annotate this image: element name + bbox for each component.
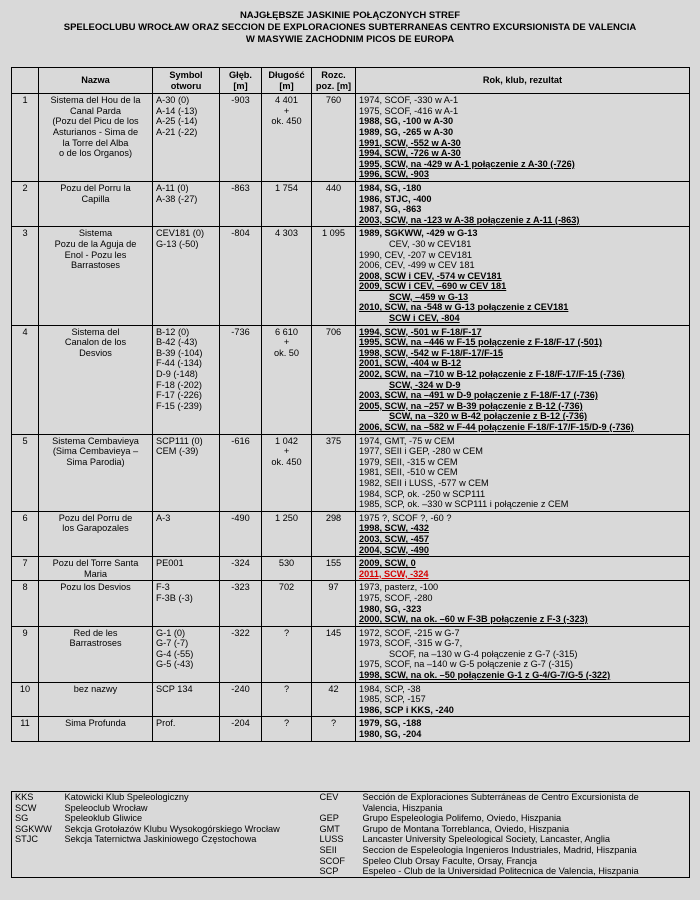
entrance-symbol: F-18 (-202) (156, 379, 202, 390)
legend-abbr: LUSS (319, 834, 344, 845)
result-entry: 2001, SCW, -404 w B-12 (359, 358, 462, 369)
cave-name-line: Canal Parda (69, 105, 122, 116)
cave-rozc: 42 (312, 682, 356, 717)
entrance-symbol: A-30 (0) (156, 95, 190, 106)
cave-depth: -863 (220, 181, 262, 226)
cave-rozc: 145 (312, 626, 356, 682)
entrance-symbol: G-5 (-43) (156, 659, 194, 670)
result-entry: 1973, pasterz, -100 (359, 582, 439, 593)
cave-rozc: 706 (312, 325, 356, 434)
cave-length-line: + (283, 105, 290, 116)
entrance-symbol: CEV181 (0) (156, 228, 205, 239)
cave-name-line: Asturianos - Sima de (52, 126, 139, 137)
result-entry: 1984, SCP, ok. -250 w SCP111 (359, 488, 486, 499)
cave-length (262, 227, 312, 325)
result-entry: SCW, -324 w D-9 (389, 379, 461, 390)
entrance-symbol: Prof. (156, 718, 176, 729)
row-number: 1 (12, 94, 39, 182)
cave-name (39, 94, 153, 182)
table-row (12, 626, 690, 682)
cave-depth: -324 (220, 557, 262, 581)
legend-abbr: SEII (319, 844, 337, 855)
result-entry: 1979, SEII, -315 w CEM (359, 456, 458, 467)
entrance-symbols (153, 717, 220, 741)
cave-name-line: Barrastroses (69, 638, 122, 649)
result-entry: 2008, SCW i CEV, -574 w CEV181 (359, 270, 502, 281)
entrance-symbol: SCP 134 (156, 683, 193, 694)
result-entry: 1975, SCOF, -416 w A-1 (359, 105, 459, 116)
entrance-symbol: G-1 (0) (156, 627, 186, 638)
result-entry: 1980, SG, -204 (359, 729, 422, 740)
cave-name-line: Sima Parodia) (66, 456, 125, 467)
row-number: 6 (12, 511, 39, 556)
cave-length (262, 682, 312, 717)
cave-name-line: Pozu del Porru la (60, 182, 131, 193)
result-entry: 1981, SEII, -510 w CEM (359, 467, 458, 478)
cave-name-line: Pozu del Torre Santa (52, 558, 139, 569)
cave-rozc: 298 (312, 511, 356, 556)
table-row (12, 94, 690, 182)
cave-length-line: ok. 450 (271, 116, 302, 127)
legend-desc: Speleo Club Orsay Faculte, Orsay, Francja (362, 855, 537, 866)
cave-length (262, 717, 312, 741)
result-entry: 1972, SCOF, -215 w G-7 (359, 627, 460, 638)
result-entry: 1975, SCOF, -280 (359, 592, 433, 603)
cave-name (39, 227, 153, 325)
cave-name (39, 511, 153, 556)
result-entry: 2009, SCW i CEV, –690 w CEV 181 (359, 281, 507, 292)
entrance-symbols (153, 434, 220, 511)
legend-abbr: KKS (15, 792, 34, 802)
table-row (12, 325, 690, 434)
cave-length-line: ? (283, 718, 290, 729)
table-row (12, 682, 690, 717)
result-entry: 1996, SCW, -903 (359, 169, 429, 180)
result-entry: CEV, -30 w CEV181 (389, 238, 472, 249)
result-entry: SCW, na –320 w B-42 połączenie z B-12 (-736) (389, 411, 588, 422)
result-entry: 1977, SEII i GEP, -280 w CEM (359, 446, 483, 457)
entrance-symbol: A-38 (-27) (156, 193, 198, 204)
entrance-symbol: F-44 (-134) (156, 358, 202, 369)
cave-rozc: 155 (312, 557, 356, 581)
cave-name-line: Sistema del (71, 326, 120, 337)
entrance-symbol: F-17 (-226) (156, 390, 202, 401)
results-list (356, 557, 690, 581)
result-entry: 1974, SCOF, -330 w A-1 (359, 95, 459, 106)
legend-abbr: CEV (319, 792, 339, 802)
result-entry: 2010, SCW, na -548 w G-13 połączenie z CEV181 (359, 302, 569, 313)
result-entry: 1998, SCW, -432 (359, 523, 429, 534)
cave-depth: -490 (220, 511, 262, 556)
entrance-symbols (153, 94, 220, 182)
document-header (0, 0, 700, 46)
result-entry: 1990, CEV, -207 w CEV181 (359, 249, 473, 260)
cave-name (39, 434, 153, 511)
legend-desc: Sección de Exploraciones Subterráneas de Centro Excursionista de (362, 792, 639, 802)
cave-name (39, 682, 153, 717)
result-entry: 1986, SCP i KKS, -240 (359, 704, 454, 715)
results-list (356, 511, 690, 556)
result-entry: 2003, SCW, -457 (359, 533, 429, 544)
legend-desc: Speleoklub Gliwice (64, 813, 143, 824)
cave-name-line: Pozu del Porru de (58, 512, 133, 523)
cave-name-line: los Garapozales (62, 523, 129, 534)
row-number: 8 (12, 581, 39, 626)
cave-name-line: Enol - Pozu les (64, 249, 127, 260)
row-number: 5 (12, 434, 39, 511)
result-entry: 1986, STJC, -400 (359, 193, 432, 204)
legend-abbr: GEP (319, 813, 339, 824)
results-list (356, 626, 690, 682)
cave-length (262, 94, 312, 182)
cave-length (262, 434, 312, 511)
cave-name (39, 581, 153, 626)
cave-rozc: 440 (312, 181, 356, 226)
result-entry: 1984, SCP, -38 (359, 683, 421, 694)
entrance-symbols (153, 181, 220, 226)
cave-name-line: Pozu los Desvios (60, 582, 131, 593)
cave-name-line: Capilla (81, 193, 110, 204)
table-row (12, 557, 690, 581)
legend-abbr: GMT (319, 823, 340, 834)
cave-length-line: 1 250 (275, 512, 298, 523)
results-list (356, 682, 690, 717)
row-number: 4 (12, 325, 39, 434)
cave-depth: -903 (220, 94, 262, 182)
header-symbol: Symbol otworu (153, 68, 220, 94)
cave-length-line: 1 042 (275, 435, 298, 446)
legend-desc (62, 856, 317, 867)
entrance-symbol: A-11 (0) (156, 182, 189, 193)
legend-abbr (12, 856, 62, 867)
legend-row (12, 866, 690, 877)
cave-name-line: (Pozu del Picu de los (52, 116, 139, 127)
legend-table (11, 791, 690, 878)
cave-name-line: bez nazwy (73, 683, 118, 694)
result-entry: 2002, SCW, na –710 w B-12 połączenie z F-18/F-17/F-15 (-736) (359, 369, 625, 380)
cave-depth: -323 (220, 581, 262, 626)
table-row (12, 434, 690, 511)
result-entry: 1975, SCOF, na –140 w G-5 połączenie z G-7 (-315) (359, 659, 573, 670)
cave-length-line: 6 610 (275, 326, 298, 337)
cave-name-line: Desvios (79, 347, 112, 358)
entrance-symbol: PE001 (156, 558, 184, 569)
entrance-symbol: CEM (-39) (156, 446, 199, 457)
cave-name (39, 181, 153, 226)
entrance-symbols (153, 557, 220, 581)
result-entry: 1991, SCW, -552 w A-30 (359, 137, 461, 148)
row-number: 2 (12, 181, 39, 226)
cave-length-line: ? (283, 627, 290, 638)
cave-name-line: la Torre del Alba (62, 137, 129, 148)
cave-length-line: 702 (278, 582, 295, 593)
cave-depth: -804 (220, 227, 262, 325)
result-entry: 2009, SCW, 0 (359, 558, 416, 569)
cave-name-line: Sistema del Hou de la (50, 95, 141, 106)
cave-length-line: 530 (278, 558, 295, 569)
legend-desc (360, 877, 690, 878)
cave-name-line: Barrastoses (70, 260, 121, 271)
cave-name-line: Maria (84, 568, 107, 579)
cave-rozc: 375 (312, 434, 356, 511)
result-entry: 1994, SCW, -726 w A-30 (359, 148, 461, 159)
legend-desc: Sekcja Grotołazów Klubu Wysokogórskiego Wrocław (64, 823, 280, 834)
result-entry: 1988, SG, -100 w A-30 (359, 116, 454, 127)
cave-name-line: Sistema (78, 228, 113, 239)
legend-row (12, 792, 690, 803)
cave-rozc: 97 (312, 581, 356, 626)
legend-desc: Valencia, Hiszpania (362, 802, 443, 813)
legend-abbr (12, 877, 62, 878)
result-entry: 1982, SEII i LUSS, -577 w CEM (359, 477, 489, 488)
cave-depth: -736 (220, 325, 262, 434)
header-rok: Rok, klub, rezultat (356, 68, 690, 94)
cave-name-line: Red de les (73, 627, 118, 638)
cave-length-line: + (283, 446, 290, 457)
result-entry: 1994, SCW, -501 w F-18/F-17 (359, 326, 482, 337)
cave-name-line: Sistema Cembavieya (52, 435, 139, 446)
result-entry: SCW, –459 w G-13 (389, 291, 469, 302)
legend-abbr: SG (15, 813, 29, 824)
results-list (356, 181, 690, 226)
cave-length (262, 626, 312, 682)
legend-desc: Katowicki Klub Speleologiczny (64, 792, 189, 802)
entrance-symbol: G-13 (-50) (156, 238, 199, 249)
entrance-symbol: G-4 (-55) (156, 648, 194, 659)
cave-length (262, 181, 312, 226)
table-row (12, 717, 690, 741)
result-entry: 1989, SGKWW, -429 w G-13 (359, 228, 478, 239)
legend-row (12, 803, 690, 814)
legend-desc: Grupo de Montana Torreblanca, Oviedo, Hiszpania (362, 823, 570, 834)
legend-desc: Sekcja Taternictwa Jaskiniowego Częstochowa (64, 834, 257, 845)
results-list (356, 94, 690, 182)
entrance-symbol: B-42 (-43) (156, 337, 198, 348)
result-entry: 2004, SCW, -490 (359, 544, 429, 555)
result-entry: 1995, SCW, na -429 w A-1 połączenie z A-30 (-726) (359, 158, 575, 169)
cave-length-line: + (283, 337, 290, 348)
result-entry: 2006, SCW, na –582 w F-44 połączenie F-18/F-17/F-15/D-9 (-736) (359, 422, 634, 432)
entrance-symbol: SCP111 (0) (156, 435, 203, 446)
result-entry: 2011, SCW, -324 (359, 568, 429, 579)
cave-length (262, 511, 312, 556)
entrance-symbols (153, 511, 220, 556)
legend-desc: Speleoclub Wrocław (64, 802, 148, 813)
cave-name-line: Sima Profunda (65, 718, 126, 729)
table-body (12, 94, 690, 741)
cave-name-line: (Sima Cembavieya – (52, 446, 139, 457)
legend-row (12, 877, 690, 878)
result-entry: 1973, SCOF, -315 w G-7, (359, 638, 463, 649)
result-entry: 1995, SCW, na –446 w F-15 połączenie z F-18/F-17 (-501) (359, 337, 603, 348)
cave-depth: -240 (220, 682, 262, 717)
title-line-1: NAJGŁĘBSZE JASKINIE POŁĄCZONYCH STREF (239, 10, 461, 21)
legend-desc: Lancaster University Speleological Society, Lancaster, Anglia (362, 834, 611, 845)
legend-row (12, 845, 690, 856)
cave-depth: -616 (220, 434, 262, 511)
legend-body (12, 792, 690, 878)
result-entry: 1974, GMT, -75 w CEM (359, 435, 455, 446)
cave-length-line: ? (283, 683, 290, 694)
legend-desc: Seccion de Espeleologia Ingenieros Industriales, Madrid, Hiszpania (362, 844, 637, 855)
result-entry: SCW i CEV, -804 (389, 313, 460, 324)
row-number: 3 (12, 227, 39, 325)
title-line-3: W MASYWIE ZACHODNIM PICOS DE EUROPA (245, 34, 455, 45)
legend-abbr (317, 877, 360, 878)
legend-abbr: STJC (15, 834, 38, 845)
legend-abbr: SCOF (319, 855, 346, 866)
result-entry: 1985, SCP, ok. –330 w SCP111 i połączenie z CEM (359, 499, 569, 510)
results-list (356, 227, 690, 325)
cave-length-line: 1 754 (275, 182, 298, 193)
result-entry: 1989, SG, -265 w A-30 (359, 126, 454, 137)
cave-length-line: 4 401 (275, 95, 298, 106)
table-row (12, 181, 690, 226)
table-row (12, 227, 690, 325)
result-entry: 1985, SCP, -157 (359, 694, 426, 705)
legend-desc: Grupo Espeleologia Polifemo, Oviedo, Hiszpania (362, 813, 562, 824)
header-nazwa: Nazwa (39, 68, 153, 94)
entrance-symbol: A-3 (156, 512, 171, 523)
cave-rozc: 1 095 (312, 227, 356, 325)
cave-length (262, 325, 312, 434)
legend-desc (62, 845, 317, 856)
cave-depth: -204 (220, 717, 262, 741)
header-gleb: Głęb. [m] (220, 68, 262, 94)
result-entry: SCOF, na –130 w G-4 połączenie z G-7 (-315) (389, 648, 578, 659)
table-row (12, 511, 690, 556)
entrance-symbol: B-12 (0) (156, 326, 190, 337)
entrance-symbol: F-3 (156, 582, 170, 593)
entrance-symbols (153, 581, 220, 626)
entrance-symbols (153, 682, 220, 717)
entrance-symbol: F-15 (-239) (156, 400, 202, 411)
legend-desc (62, 877, 317, 878)
cave-name-line: o de los Organos) (58, 148, 133, 159)
cave-name-line: Pozu de la Aguja de (54, 238, 137, 249)
title-line-2: SPELEOCLUBU WROCŁAW ORAZ SECCION DE EXPLORACIONES SUBTERRANEAS CENTRO EXCURSIONISTA DE VALENCIA (63, 22, 637, 33)
cave-name (39, 717, 153, 741)
cave-name-line: Canalon de los (64, 337, 127, 348)
entrance-symbols (153, 227, 220, 325)
result-entry: 1975 ?, SCOF ?, -60 ? (359, 512, 452, 523)
result-entry: 2003, SCW, na –491 w D-9 połączenie z F-18/F-17 (-736) (359, 390, 598, 401)
cave-length-line: ok. 450 (271, 456, 302, 467)
header-dlugosc: Długość [m] (262, 68, 312, 94)
cave-length-line: ok. 50 (273, 347, 300, 358)
table-row (12, 581, 690, 626)
legend-desc (62, 866, 317, 877)
results-list (356, 581, 690, 626)
header-num (12, 68, 39, 94)
legend-abbr (317, 803, 360, 814)
legend-abbr: SGKWW (15, 823, 52, 834)
results-list (356, 434, 690, 511)
legend-desc: Espeleo - Club de la Universidad Politecnica de Valencia, Hiszpania (362, 866, 639, 877)
entrance-symbols (153, 325, 220, 434)
cave-depth: -322 (220, 626, 262, 682)
result-entry: 2006, CEV, -499 w CEV 181 (359, 260, 475, 271)
entrance-symbol: A-25 (-14) (156, 116, 198, 127)
entrance-symbols (153, 626, 220, 682)
legend-row (12, 824, 690, 835)
result-entry: 1979, SG, -188 (359, 718, 422, 729)
table-header-row (12, 68, 690, 94)
entrance-symbol: A-14 (-13) (156, 105, 198, 116)
cave-name (39, 626, 153, 682)
result-entry: 2005, SCW, na –257 w B-39 połączenie z B-12 (-736) (359, 400, 583, 411)
result-entry: 1987, SG, -863 (359, 204, 422, 215)
cave-name (39, 557, 153, 581)
header-rozc: Rozc. poz. [m] (312, 68, 356, 94)
entrance-symbol: F-3B (-3) (156, 592, 193, 603)
result-entry: 1980, SG, -323 (359, 603, 422, 614)
legend-row (12, 813, 690, 824)
cave-length (262, 581, 312, 626)
result-entry: 1998, SCW, -542 w F-18/F-17/F-15 (359, 347, 503, 358)
row-number: 9 (12, 626, 39, 682)
result-entry: 1984, SG, -180 (359, 182, 422, 193)
row-number: 11 (12, 717, 39, 741)
entrance-symbol: G-7 (-7) (156, 638, 189, 649)
cave-length (262, 557, 312, 581)
legend-abbr: SCW (15, 802, 37, 813)
legend-abbr (12, 845, 62, 856)
results-list (356, 325, 690, 434)
result-entry: 1998, SCW, na ok. –50 połączenie G-1 z G-4/G-7/G-5 (-322) (359, 670, 611, 681)
legend-abbr: SCP (319, 866, 339, 877)
cave-length-line: 4 303 (275, 228, 298, 239)
caves-table (11, 67, 690, 742)
cave-rozc: ? (312, 717, 356, 741)
row-number: 7 (12, 557, 39, 581)
legend-row (12, 834, 690, 845)
entrance-symbol: A-21 (-22) (156, 126, 198, 137)
entrance-symbol: D-9 (-148) (156, 369, 198, 380)
cave-rozc: 760 (312, 94, 356, 182)
entrance-symbol: B-39 (-104) (156, 347, 203, 358)
cave-name (39, 325, 153, 434)
row-number: 10 (12, 682, 39, 717)
legend-row (12, 856, 690, 867)
results-list (356, 717, 690, 741)
result-entry: 2003, SCW, na -123 w A-38 połączenie z A-11 (-863) (359, 214, 580, 225)
result-entry: 2000, SCW, na ok. –60 w F-3B połączenie z F-3 (-323) (359, 614, 588, 625)
legend-abbr (12, 866, 62, 877)
